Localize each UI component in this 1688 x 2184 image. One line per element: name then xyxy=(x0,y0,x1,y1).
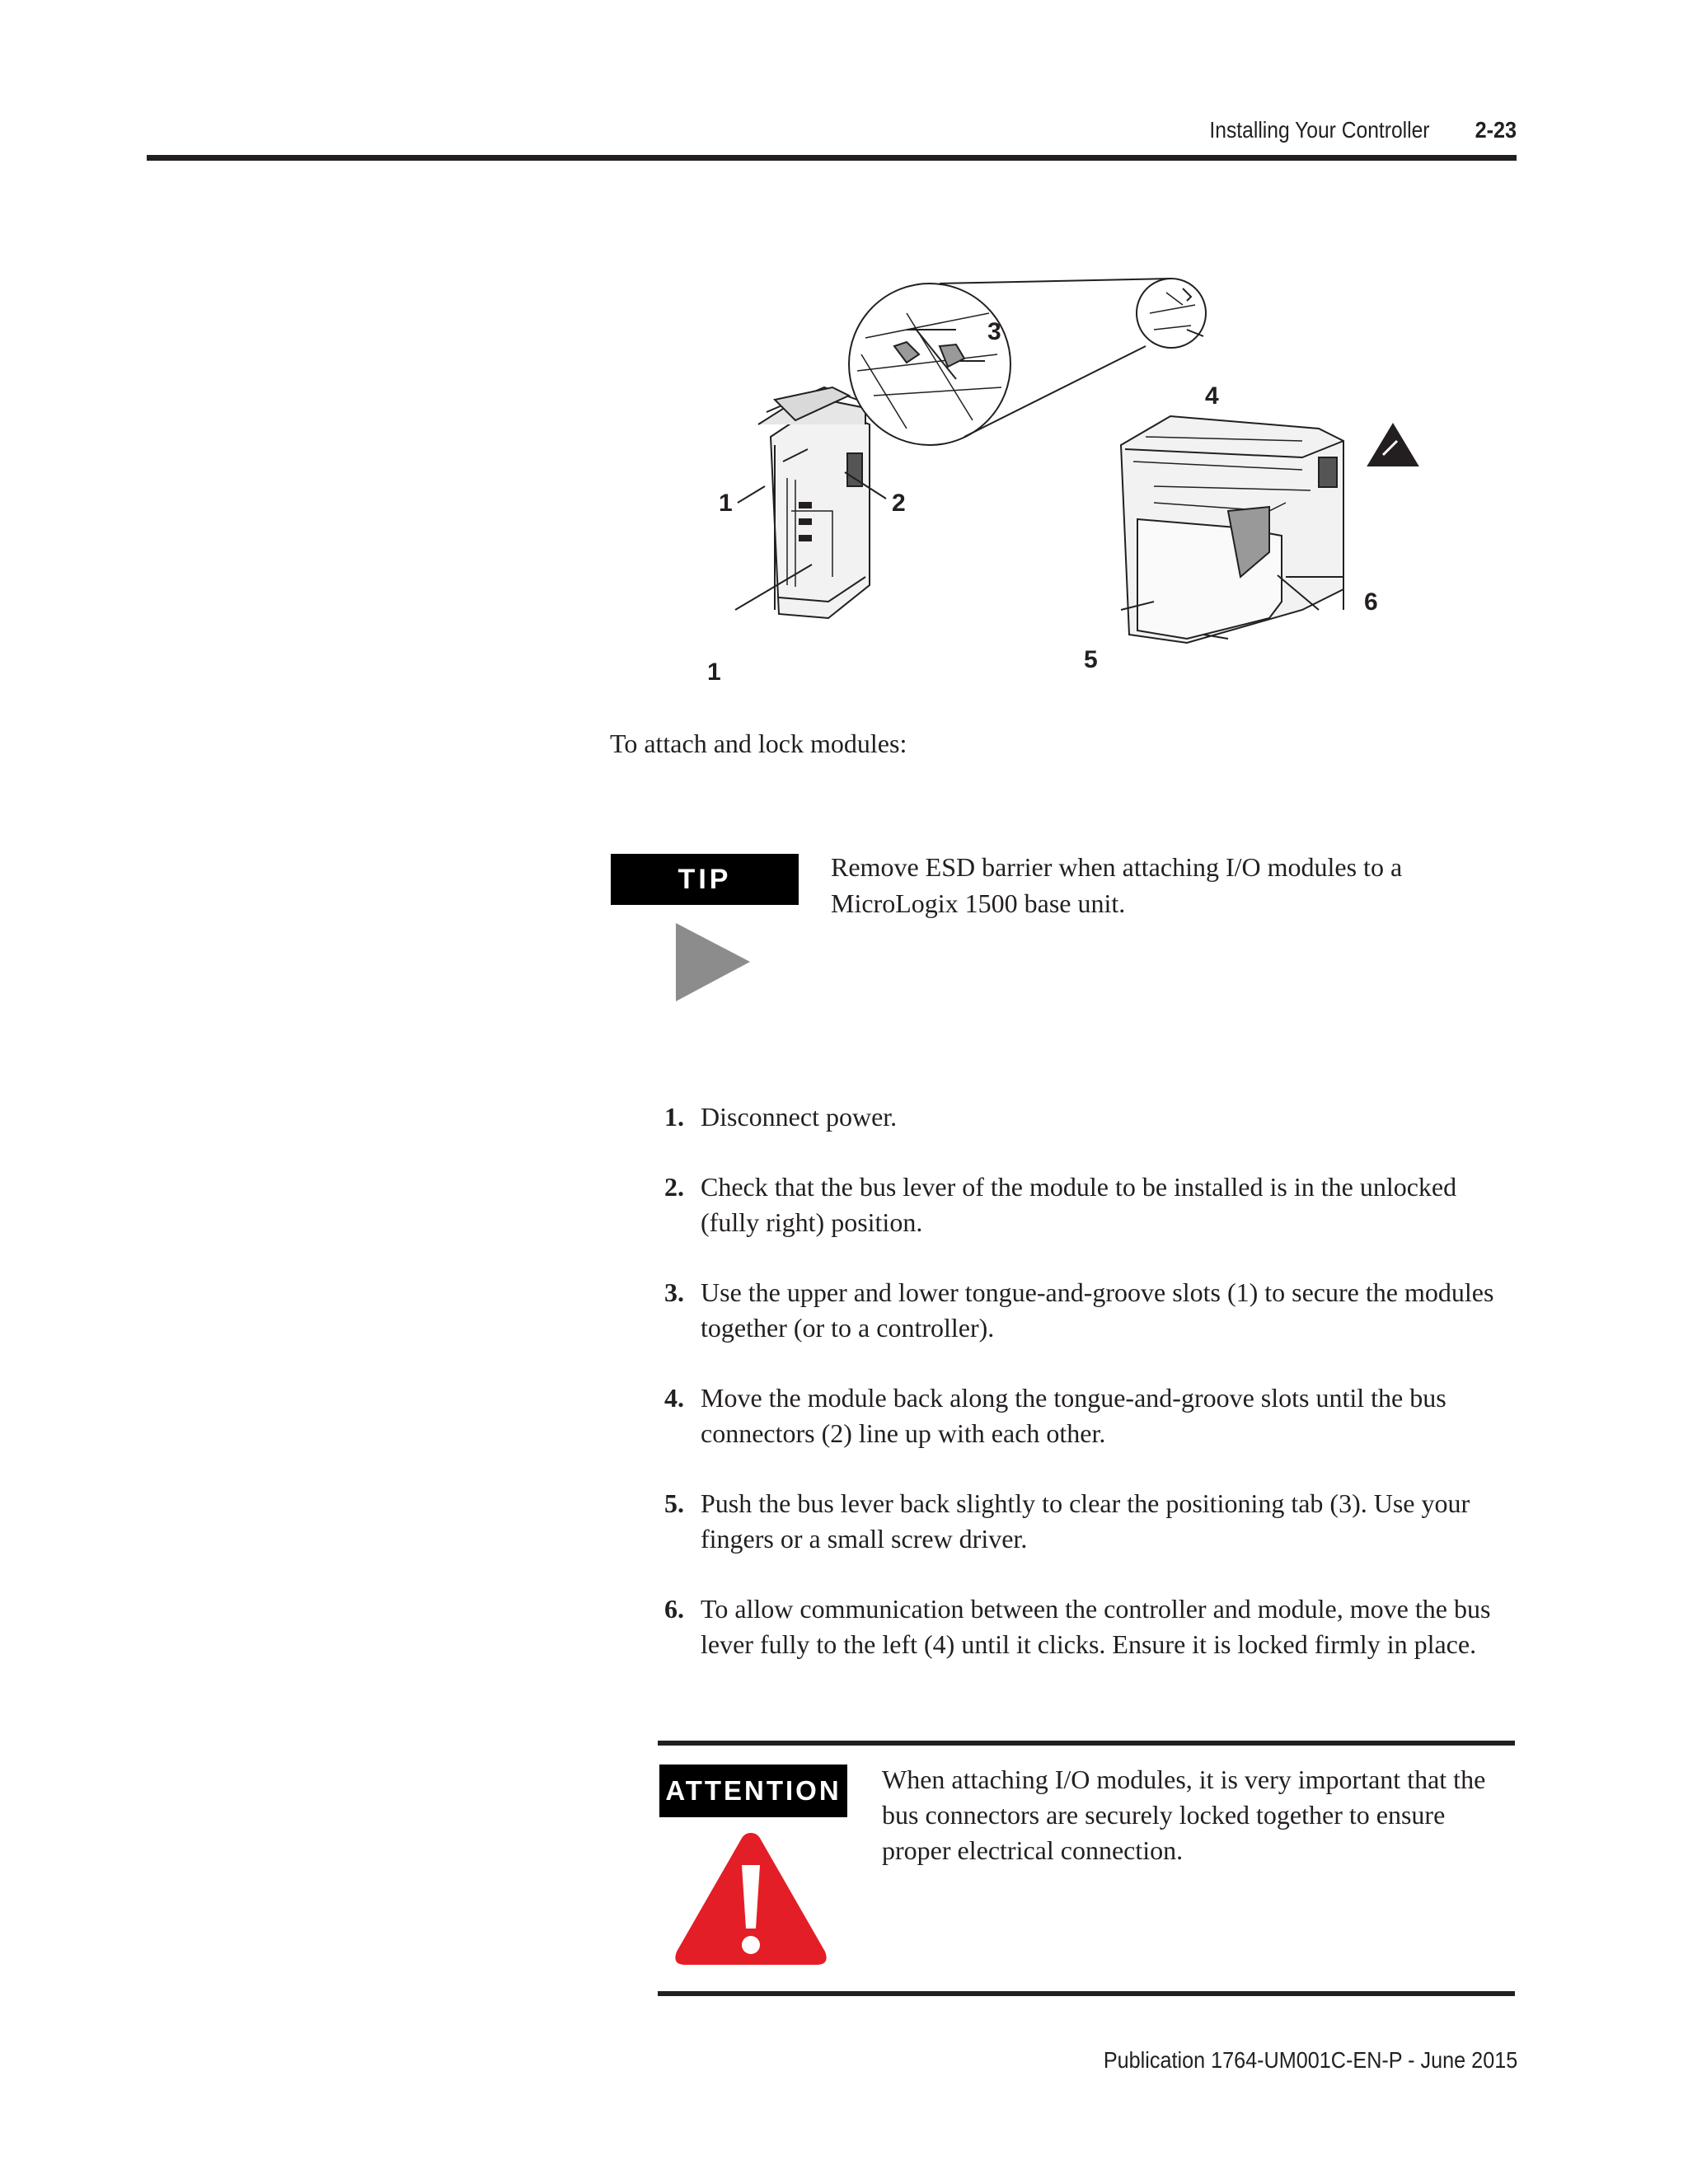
callout-5: 5 xyxy=(1084,646,1098,673)
tip-arrow-icon xyxy=(676,923,750,1001)
step-text: To allow communication between the controller and module, move the bus lever fully to the left (4) until it clicks. Ensure it is locked firmly in place. xyxy=(701,1594,1491,1659)
list-item xyxy=(643,1380,1517,1451)
list-item xyxy=(643,1169,1517,1240)
callout-6: 6 xyxy=(1364,588,1378,616)
callout-1-lower: 1 xyxy=(707,658,721,686)
zoom-circle-lever xyxy=(1137,279,1206,348)
procedure-steps xyxy=(643,1099,1517,1697)
header-rule xyxy=(147,155,1517,161)
list-item xyxy=(643,1099,1517,1135)
tip-text: Remove ESD barrier when attaching I/O modules to a MicroLogix 1500 base unit. xyxy=(831,852,1403,918)
callout-1-upper: 1 xyxy=(719,490,733,517)
step-text: Disconnect power. xyxy=(701,1102,898,1132)
callout-4: 4 xyxy=(1205,382,1219,410)
zoom-circle-detail xyxy=(849,284,1010,445)
step-number: 1. xyxy=(664,1102,684,1132)
callout-2: 2 xyxy=(892,490,906,517)
list-item xyxy=(643,1486,1517,1557)
step-number: 3. xyxy=(664,1277,684,1307)
attention-text: When attaching I/O modules, it is very important that the bus connectors are securely locked together to ensure proper electrical connection. xyxy=(882,1765,1486,1865)
step-number: 4. xyxy=(664,1383,684,1413)
step-number: 5. xyxy=(664,1488,684,1518)
warning-triangle-icon xyxy=(672,1828,830,1970)
list-item xyxy=(643,1591,1517,1662)
running-header-title: Installing Your Controller xyxy=(1209,117,1430,143)
step-number: 6. xyxy=(664,1594,684,1624)
module-attachment-illustration xyxy=(659,264,1426,709)
left-module-drawing xyxy=(758,387,870,618)
list-item xyxy=(643,1275,1517,1346)
tip-label: TIP xyxy=(611,854,799,905)
publication-footer: Publication 1764-UM001C-EN-P - June 2015 xyxy=(1103,2047,1517,2073)
page-number: 2-23 xyxy=(1475,117,1517,143)
attention-rule-bottom xyxy=(658,1991,1515,1996)
attention-label: ATTENTION xyxy=(659,1765,847,1817)
step-text: Check that the bus lever of the module to be installed is in the unlocked (fully right) position. xyxy=(701,1172,1457,1237)
intro-text: To attach and lock modules: xyxy=(610,729,907,758)
attention-rule-top xyxy=(658,1741,1515,1746)
callout-3: 3 xyxy=(987,318,1001,345)
step-number: 2. xyxy=(664,1172,684,1202)
step-text: Move the module back along the tongue-and-groove slots until the bus connectors (2) line up with each other. xyxy=(701,1383,1447,1448)
step-text: Use the upper and lower tongue-and-groove slots (1) to secure the modules together (or to a controller). xyxy=(701,1277,1494,1343)
step-text: Push the bus lever back slightly to clear the positioning tab (3). Use your fingers or a small screw driver. xyxy=(701,1488,1470,1554)
